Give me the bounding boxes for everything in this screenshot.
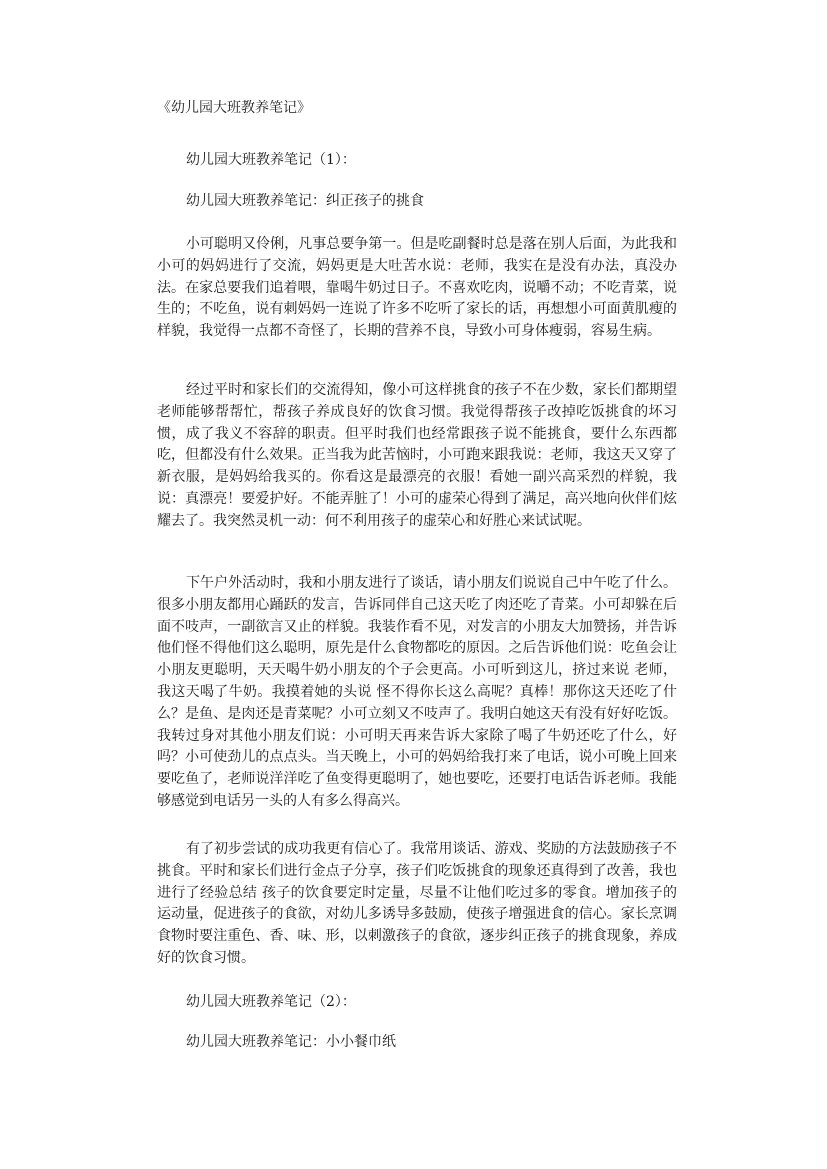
section-2-heading: 幼儿园大班教养笔记（2）：	[186, 994, 356, 1010]
paragraph-3: 下午户外活动时，我和小朋友进行了谈话，请小朋友们说说自己中午吃了什么。很多小朋友都用心踊跃的发言，告诉同伴自己这天吃了肉还吃了青菜。小可却躲在后面不吱声，一副欲言又止的样貌。我装作看不见，对发言的小朋友大加赞扬，并告诉他们怪不得他们这么聪明，原先是什么食物都吃的原因。之后告诉他们说：吃鱼会让小朋友更聪明，天天喝牛奶小朋友的个子会更高。小可听到这儿，挤过来说 老师，我这天喝了牛奶。我摸着她的头说 怪不得你长这么高呢？真棒！那你这天还吃了什么？是鱼、是肉还是青菜呢？小可立刻又不吱声了。我明白她这天有没有好好吃饭。我转过身对其他小朋友们说：小可明天再来告诉大家除了喝了牛奶还吃了什么，好吗？小可使劲儿的点点头。当天晚上，小可的妈妈给我打来了电话，说小可晚上回来要吃鱼了，老师说洋洋吃了鱼变得更聪明了，她也要吃，还要打电话告诉老师。我能够感觉到电话另一头的人有多么得高兴。	[157, 575, 677, 809]
paragraph-2: 经过平时和家长们的交流得知，像小可这样挑食的孩子不在少数，家长们都期望老师能够帮帮忙，帮孩子养成良好的饮食习惯。我觉得帮孩子改掉吃饭挑食的坏习惯，成了我义不容辞的职责。但平时我们也经常跟孩子说不能挑食，要什么东西都吃，但都没有什么效果。正当我为此苦恼时，小可跑来跟我说：老师，我这天又穿了新衣服，是妈妈给我买的。你看这是最漂亮的衣服！看她一副兴高采烈的样貌，我说：真漂亮！要爱护好。不能弄脏了！小可的虚荣心得到了满足，高兴地向伙伴们炫耀去了。我突然灵机一动：何不利用孩子的虚荣心和好胜心来试试呢。	[157, 382, 677, 529]
section-1-subtitle: 幼儿园大班教养笔记：纠正孩子的挑食	[186, 193, 424, 209]
paragraph-1: 小可聪明又伶俐，凡事总要争第一。但是吃副餐时总是落在别人后面，为此我和小可的妈妈进行了交流，妈妈更是大吐苦水说：老师，我实在是没有办法，真没办法。在家总要我们追着喂，靠喝牛奶过日子。不喜欢吃肉，说嚼不动；不吃青菜，说生的；不吃鱼，说有刺妈妈一连说了许多不吃听了家长的话，再想想小可面黄肌瘦的样貌，我觉得一点都不奇怪了，长期的营养不良，导致小可身体瘦弱，容易生病。	[157, 236, 677, 340]
paragraph-4: 有了初步尝试的成功我更有信心了。我常用谈话、游戏、奖励的方法鼓励孩子不挑食。平时和家长们进行金点子分享，孩子们吃饭挑食的现象还真得到了改善，我也进行了经验总结 孩子的饮食要定时定量，尽量不让他们吃过多的零食。增加孩子的运动量，促进孩子的食欲，对幼儿多诱导多鼓励，使孩子增强进食的信心。家长烹调食物时要注重色、香、味、形，以刺激孩子的食欲，逐步纠正孩子的挑食现象，养成好的饮食习惯。	[157, 841, 677, 966]
section-1-heading: 幼儿园大班教养笔记（1）：	[186, 152, 356, 168]
section-2-subtitle: 幼儿园大班教养笔记：小小餐巾纸	[186, 1034, 396, 1050]
document-title: 《幼儿园大班教养笔记》	[157, 100, 311, 116]
